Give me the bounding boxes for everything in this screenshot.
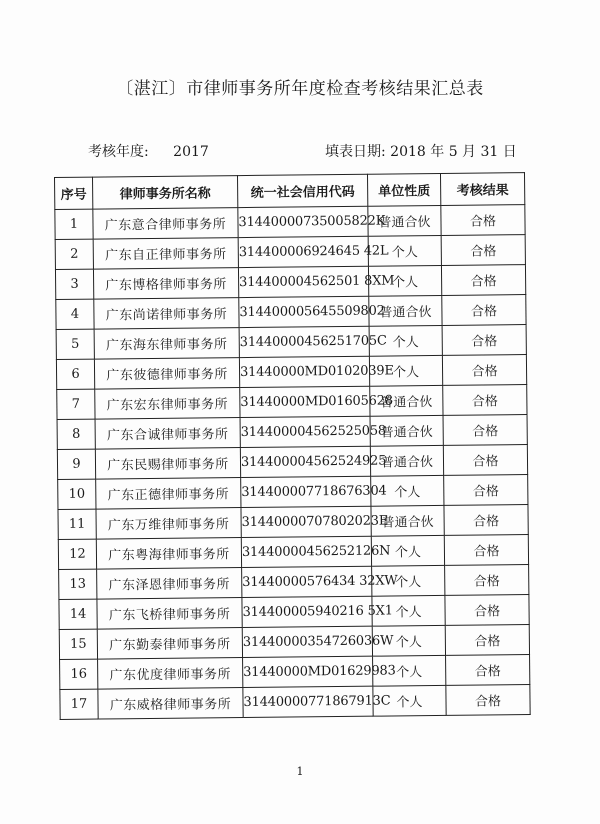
credit-code: 31440000MD01629983 xyxy=(243,656,373,687)
table-row xyxy=(57,445,527,480)
credit-code: 314400004562524925 xyxy=(240,446,370,477)
row-number: 4 xyxy=(56,299,94,329)
entity-type: 普通合伙 xyxy=(370,445,443,476)
table-row xyxy=(55,235,525,270)
row-number: 7 xyxy=(57,389,95,419)
entity-type: 个人 xyxy=(371,535,444,566)
entity-type: 普通合伙 xyxy=(370,385,443,416)
row-number: 5 xyxy=(56,329,94,359)
review-result: 合格 xyxy=(444,505,528,536)
row-number: 2 xyxy=(55,239,93,269)
row-number: 16 xyxy=(60,659,98,689)
review-year xyxy=(88,141,209,161)
entity-type: 个人 xyxy=(372,625,445,656)
credit-code: 314400005940216 5X1 xyxy=(242,596,372,627)
credit-code: 31440000354726036W xyxy=(242,626,372,657)
header-entity-type: 单位性质 xyxy=(367,173,440,206)
entity-type: 个人 xyxy=(372,565,445,596)
review-result: 合格 xyxy=(446,655,530,686)
header-credit-code: 统一社会信用代码 xyxy=(237,174,367,207)
table-header-row xyxy=(55,173,525,210)
credit-code: 31440000735005822K xyxy=(238,206,368,237)
table-row xyxy=(56,355,526,390)
credit-code: 31440000771867913C xyxy=(243,686,373,717)
credit-code: 314400005645509802 xyxy=(239,296,369,327)
row-number: 1 xyxy=(55,209,93,239)
row-number: 8 xyxy=(57,419,95,449)
firm-name: 广东宏东律师事务所 xyxy=(95,388,240,420)
page-title: 〔湛江〕市律师事务所年度检查考核结果汇总表 xyxy=(116,79,484,99)
table-row xyxy=(59,565,529,600)
table-row xyxy=(55,205,525,240)
firm-name: 广东正德律师事务所 xyxy=(96,478,241,510)
firm-name: 广东尚诺律师事务所 xyxy=(94,298,239,330)
table-row xyxy=(56,325,526,360)
header-result: 考核结果 xyxy=(440,173,524,206)
table-row xyxy=(59,595,529,630)
review-result: 合格 xyxy=(441,265,525,296)
review-result: 合格 xyxy=(442,295,526,326)
row-number: 12 xyxy=(58,539,96,569)
review-result: 合格 xyxy=(443,445,527,476)
credit-code: 31440000MD01605628 xyxy=(240,386,370,417)
row-number: 11 xyxy=(58,509,96,539)
entity-type: 普通合伙 xyxy=(368,205,441,236)
credit-code: 31440000456251705C xyxy=(239,326,369,357)
firm-name: 广东海东律师事务所 xyxy=(94,328,239,360)
row-number: 6 xyxy=(56,359,94,389)
credit-code: 314400006924645 42L xyxy=(238,236,368,267)
firm-name: 广东意合律师事务所 xyxy=(93,208,238,240)
page-number: 1 xyxy=(296,765,304,778)
table-row xyxy=(60,655,530,690)
credit-code: 31440000456252126N xyxy=(241,536,371,567)
table-row xyxy=(57,415,527,450)
firm-name: 广东民赐律师事务所 xyxy=(95,448,240,480)
summary-table xyxy=(54,172,531,720)
review-year-label: 考核年度: xyxy=(88,144,149,160)
table-row xyxy=(58,475,528,510)
entity-type: 个人 xyxy=(373,655,446,686)
row-number: 9 xyxy=(57,449,95,479)
row-number: 15 xyxy=(59,629,97,659)
firm-name: 广东飞桥律师事务所 xyxy=(97,598,242,630)
firm-name: 广东勤泰律师事务所 xyxy=(97,628,242,660)
entity-type: 个人 xyxy=(373,685,446,716)
fill-date: 填表日期: 2018 年 5 月 31 日 xyxy=(325,144,517,160)
table-row xyxy=(58,535,528,570)
row-number: 3 xyxy=(55,269,93,299)
entity-type: 个人 xyxy=(372,595,445,626)
review-result: 合格 xyxy=(446,685,530,716)
entity-type: 个人 xyxy=(369,325,442,356)
table-body xyxy=(55,205,530,720)
firm-name: 广东优度律师事务所 xyxy=(98,658,243,690)
credit-code: 314400004562501 8XM xyxy=(238,266,368,297)
entity-type: 个人 xyxy=(371,475,444,506)
review-result: 合格 xyxy=(443,415,527,446)
row-number: 13 xyxy=(59,569,97,599)
table-row xyxy=(59,625,529,660)
entity-type: 个人 xyxy=(368,235,441,266)
row-number: 17 xyxy=(60,689,98,719)
firm-name: 广东粤海律师事务所 xyxy=(96,538,241,570)
review-year-value: 2017 xyxy=(173,144,209,160)
firm-name: 广东合诚律师事务所 xyxy=(95,418,240,450)
review-result: 合格 xyxy=(442,355,526,386)
credit-code: 314400004562525058 xyxy=(240,416,370,447)
review-result: 合格 xyxy=(444,535,528,566)
table-row xyxy=(58,505,528,540)
table-row xyxy=(56,295,526,330)
review-result: 合格 xyxy=(445,565,529,596)
header-firm-name: 律师事务所名称 xyxy=(93,176,238,210)
entity-type: 个人 xyxy=(369,355,442,386)
firm-name: 广东博格律师事务所 xyxy=(93,268,238,300)
table-row xyxy=(60,685,530,720)
review-result: 合格 xyxy=(444,475,528,506)
review-result: 合格 xyxy=(445,625,529,656)
credit-code: 314400007718676304 xyxy=(241,476,371,507)
row-number: 14 xyxy=(59,599,97,629)
entity-type: 普通合伙 xyxy=(369,295,442,326)
firm-name: 广东自正律师事务所 xyxy=(93,238,238,270)
row-number: 10 xyxy=(58,479,96,509)
review-result: 合格 xyxy=(441,205,525,236)
entity-type: 普通合伙 xyxy=(371,505,444,536)
review-result: 合格 xyxy=(445,595,529,626)
firm-name: 广东威格律师事务所 xyxy=(98,688,243,720)
table-row xyxy=(55,265,525,300)
credit-code: 31440000707802023E xyxy=(241,506,371,537)
review-result: 合格 xyxy=(443,385,527,416)
entity-type: 普通合伙 xyxy=(370,415,443,446)
credit-code: 31440000MD0102039E xyxy=(239,356,369,387)
header-no: 序号 xyxy=(55,177,93,209)
review-result: 合格 xyxy=(442,325,526,356)
entity-type: 个人 xyxy=(368,265,441,296)
review-result: 合格 xyxy=(441,235,525,266)
table-row xyxy=(57,385,527,420)
firm-name: 广东万维律师事务所 xyxy=(96,508,241,540)
firm-name: 广东彼德律师事务所 xyxy=(94,358,239,390)
firm-name: 广东泽恩律师事务所 xyxy=(97,568,242,600)
credit-code: 31440000576434 32XW xyxy=(242,566,372,597)
